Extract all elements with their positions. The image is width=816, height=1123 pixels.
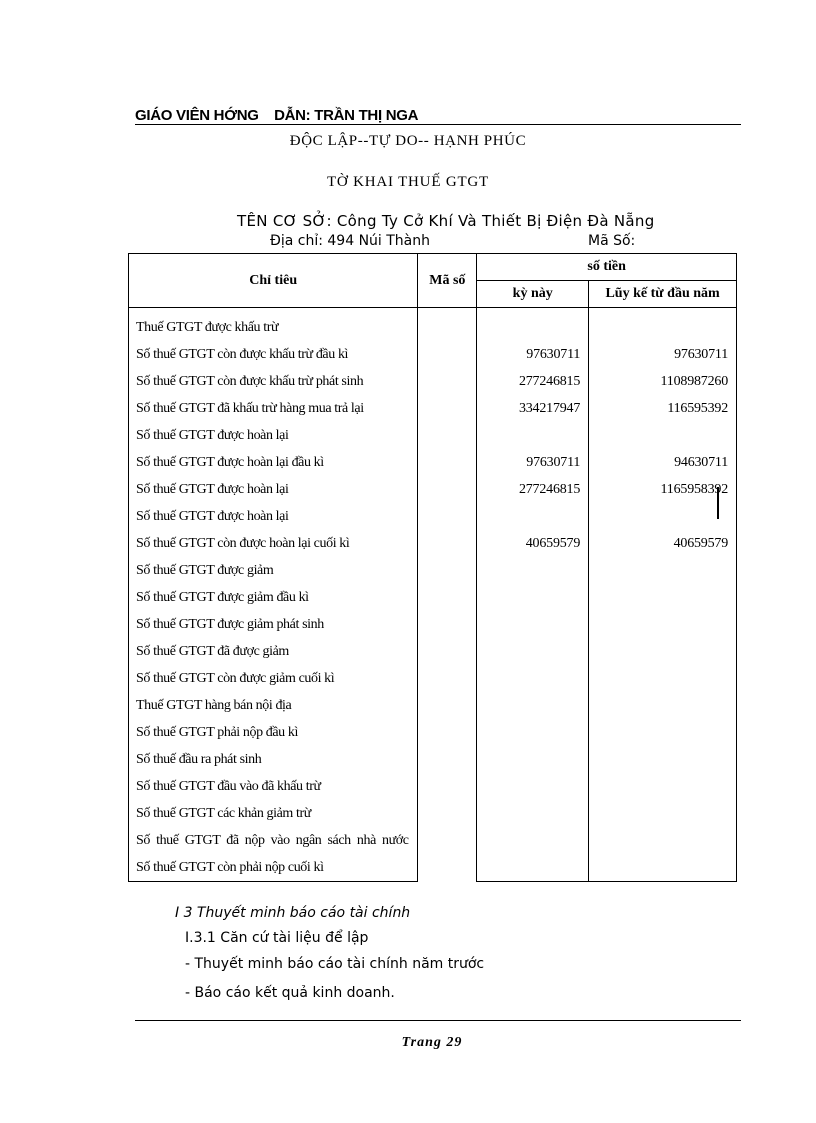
row-label: Số thuế GTGT được hoàn lại	[129, 422, 418, 449]
row-label: Số thuế GTGT còn được khấu trừ phát sinh	[129, 368, 418, 395]
row-cumulative-value	[589, 611, 737, 638]
row-period-value	[477, 692, 589, 719]
row-cumulative-value: 94630711	[589, 449, 737, 476]
row-period-value	[477, 308, 589, 342]
row-cumulative-value	[589, 854, 737, 882]
row-period-value	[477, 422, 589, 449]
table-row	[129, 308, 737, 342]
col-header-cumulative: Lũy kế từ đầu năm	[589, 281, 737, 308]
company-address: Địa chỉ: 494 Núi Thành	[270, 233, 431, 249]
row-period-value	[477, 557, 589, 584]
col-header-amount: số tiền	[477, 254, 737, 281]
table-row	[129, 422, 737, 449]
table-row	[129, 395, 737, 422]
row-period-value: 97630711	[477, 449, 589, 476]
row-cumulative-value	[589, 584, 737, 611]
row-cumulative-value	[589, 773, 737, 800]
row-cumulative-value	[589, 665, 737, 692]
row-period-value	[477, 800, 589, 827]
row-cumulative-value	[589, 422, 737, 449]
table-row	[129, 692, 737, 719]
row-label: Số thuế GTGT còn được giảm cuối kì	[129, 665, 418, 692]
row-period-value	[477, 827, 589, 854]
row-cumulative-value: 97630711	[589, 341, 737, 368]
row-label: Số thuế GTGT đã được giảm	[129, 638, 418, 665]
row-cumulative-value	[589, 308, 737, 342]
motto: ĐỘC LẬP--TỰ DO-- HẠNH PHÚC	[289, 133, 527, 149]
row-cumulative-value	[589, 638, 737, 665]
table-row	[129, 449, 737, 476]
row-label: Thuế GTGT được khấu trừ	[129, 308, 418, 342]
page-number: Trang 29	[401, 1035, 463, 1050]
page-title: TỜ KHAI THUẾ GTGT	[326, 174, 490, 190]
row-label: Số thuế GTGT còn được hoàn lại cuối kì	[129, 530, 418, 557]
row-cumulative-value: 40659579	[589, 530, 737, 557]
row-cumulative-value	[589, 692, 737, 719]
row-cumulative-value	[589, 800, 737, 827]
row-period-value	[477, 611, 589, 638]
row-period-value: 40659579	[477, 530, 589, 557]
table-row	[129, 854, 737, 882]
table-row	[129, 665, 737, 692]
row-label: Số thuế GTGT được giảm đầu kì	[129, 584, 418, 611]
table-row	[129, 773, 737, 800]
instructor-header: GIÁO VIÊN HỚNG DẪN: TRẦN THỊ NGA	[135, 107, 419, 124]
table-row	[129, 584, 737, 611]
row-cumulative-value	[589, 719, 737, 746]
row-label: Số thuế GTGT được hoàn lại	[129, 476, 418, 503]
table-row	[129, 530, 737, 557]
row-period-value	[477, 773, 589, 800]
row-label: Số thuế GTGT đã nộp vào ngân sách nhà nước	[129, 827, 418, 854]
vat-declaration-table	[128, 253, 737, 882]
row-cumulative-value	[589, 827, 737, 854]
row-period-value	[477, 854, 589, 882]
row-period-value: 97630711	[477, 341, 589, 368]
row-cumulative-value: 1165958392	[589, 476, 737, 503]
row-cumulative-value	[589, 503, 737, 530]
row-label: Số thuế GTGT được hoàn lại đầu kì	[129, 449, 418, 476]
row-label: Số thuế đầu ra phát sinh	[129, 746, 418, 773]
table-row	[129, 746, 737, 773]
notes-subsection-title: I.3.1 Căn cứ tài liệu để lập	[185, 930, 369, 946]
notes-item: - Thuyết minh báo cáo tài chính năm trước	[185, 956, 485, 972]
row-cumulative-value: 116595392	[589, 395, 737, 422]
row-period-value	[477, 665, 589, 692]
row-period-value	[477, 638, 589, 665]
row-label: Thuế GTGT hàng bán nội địa	[129, 692, 418, 719]
table-row	[129, 611, 737, 638]
row-label: Số thuế GTGT được giảm phát sinh	[129, 611, 418, 638]
row-label: Số thuế GTGT đầu vào đã khấu trừ	[129, 773, 418, 800]
row-label: Số thuế GTGT được hoàn lại	[129, 503, 418, 530]
col-header-indicator: Chỉ tiêu	[129, 254, 418, 308]
row-label: Số thuế GTGT được giảm	[129, 557, 418, 584]
row-cumulative-value	[589, 557, 737, 584]
row-cumulative-value: 1108987260	[589, 368, 737, 395]
row-label: Số thuế GTGT các khản giảm trừ	[129, 800, 418, 827]
row-period-value: 277246815	[477, 368, 589, 395]
table-row	[129, 800, 737, 827]
table-row	[129, 719, 737, 746]
col-header-code: Mã số	[418, 254, 477, 308]
table-row	[129, 638, 737, 665]
row-label: Số thuế GTGT đã khấu trừ hàng mua trả lại	[129, 395, 418, 422]
table-row	[129, 557, 737, 584]
table-row	[129, 503, 737, 530]
company-name: TÊN CƠ SỞ: Công Ty Cở Khí Và Thiết Bị Điện Đà Nẵng	[237, 212, 655, 230]
row-period-value: 334217947	[477, 395, 589, 422]
row-period-value	[477, 503, 589, 530]
row-cumulative-value	[589, 746, 737, 773]
row-period-value	[477, 746, 589, 773]
row-label: Số thuế GTGT phải nộp đầu kì	[129, 719, 418, 746]
tax-code-label: Mã Số:	[588, 233, 636, 249]
table-row	[129, 341, 737, 368]
row-code	[717, 487, 719, 515]
table-row	[129, 368, 737, 395]
footer-rule	[135, 1020, 741, 1021]
row-period-value	[477, 584, 589, 611]
notes-item: - Báo cáo kết quả kinh doanh.	[185, 985, 395, 1001]
notes-section-title: I 3 Thuyết minh báo cáo tài chính	[175, 905, 411, 921]
table-row	[129, 827, 737, 854]
row-label: Số thuế GTGT còn phải nộp cuối kì	[129, 854, 418, 882]
row-period-value	[477, 719, 589, 746]
table-row	[129, 476, 737, 503]
col-header-period: kỳ này	[477, 281, 589, 308]
row-label: Số thuế GTGT còn được khấu trừ đầu kì	[129, 341, 418, 368]
row-period-value: 277246815	[477, 476, 589, 503]
